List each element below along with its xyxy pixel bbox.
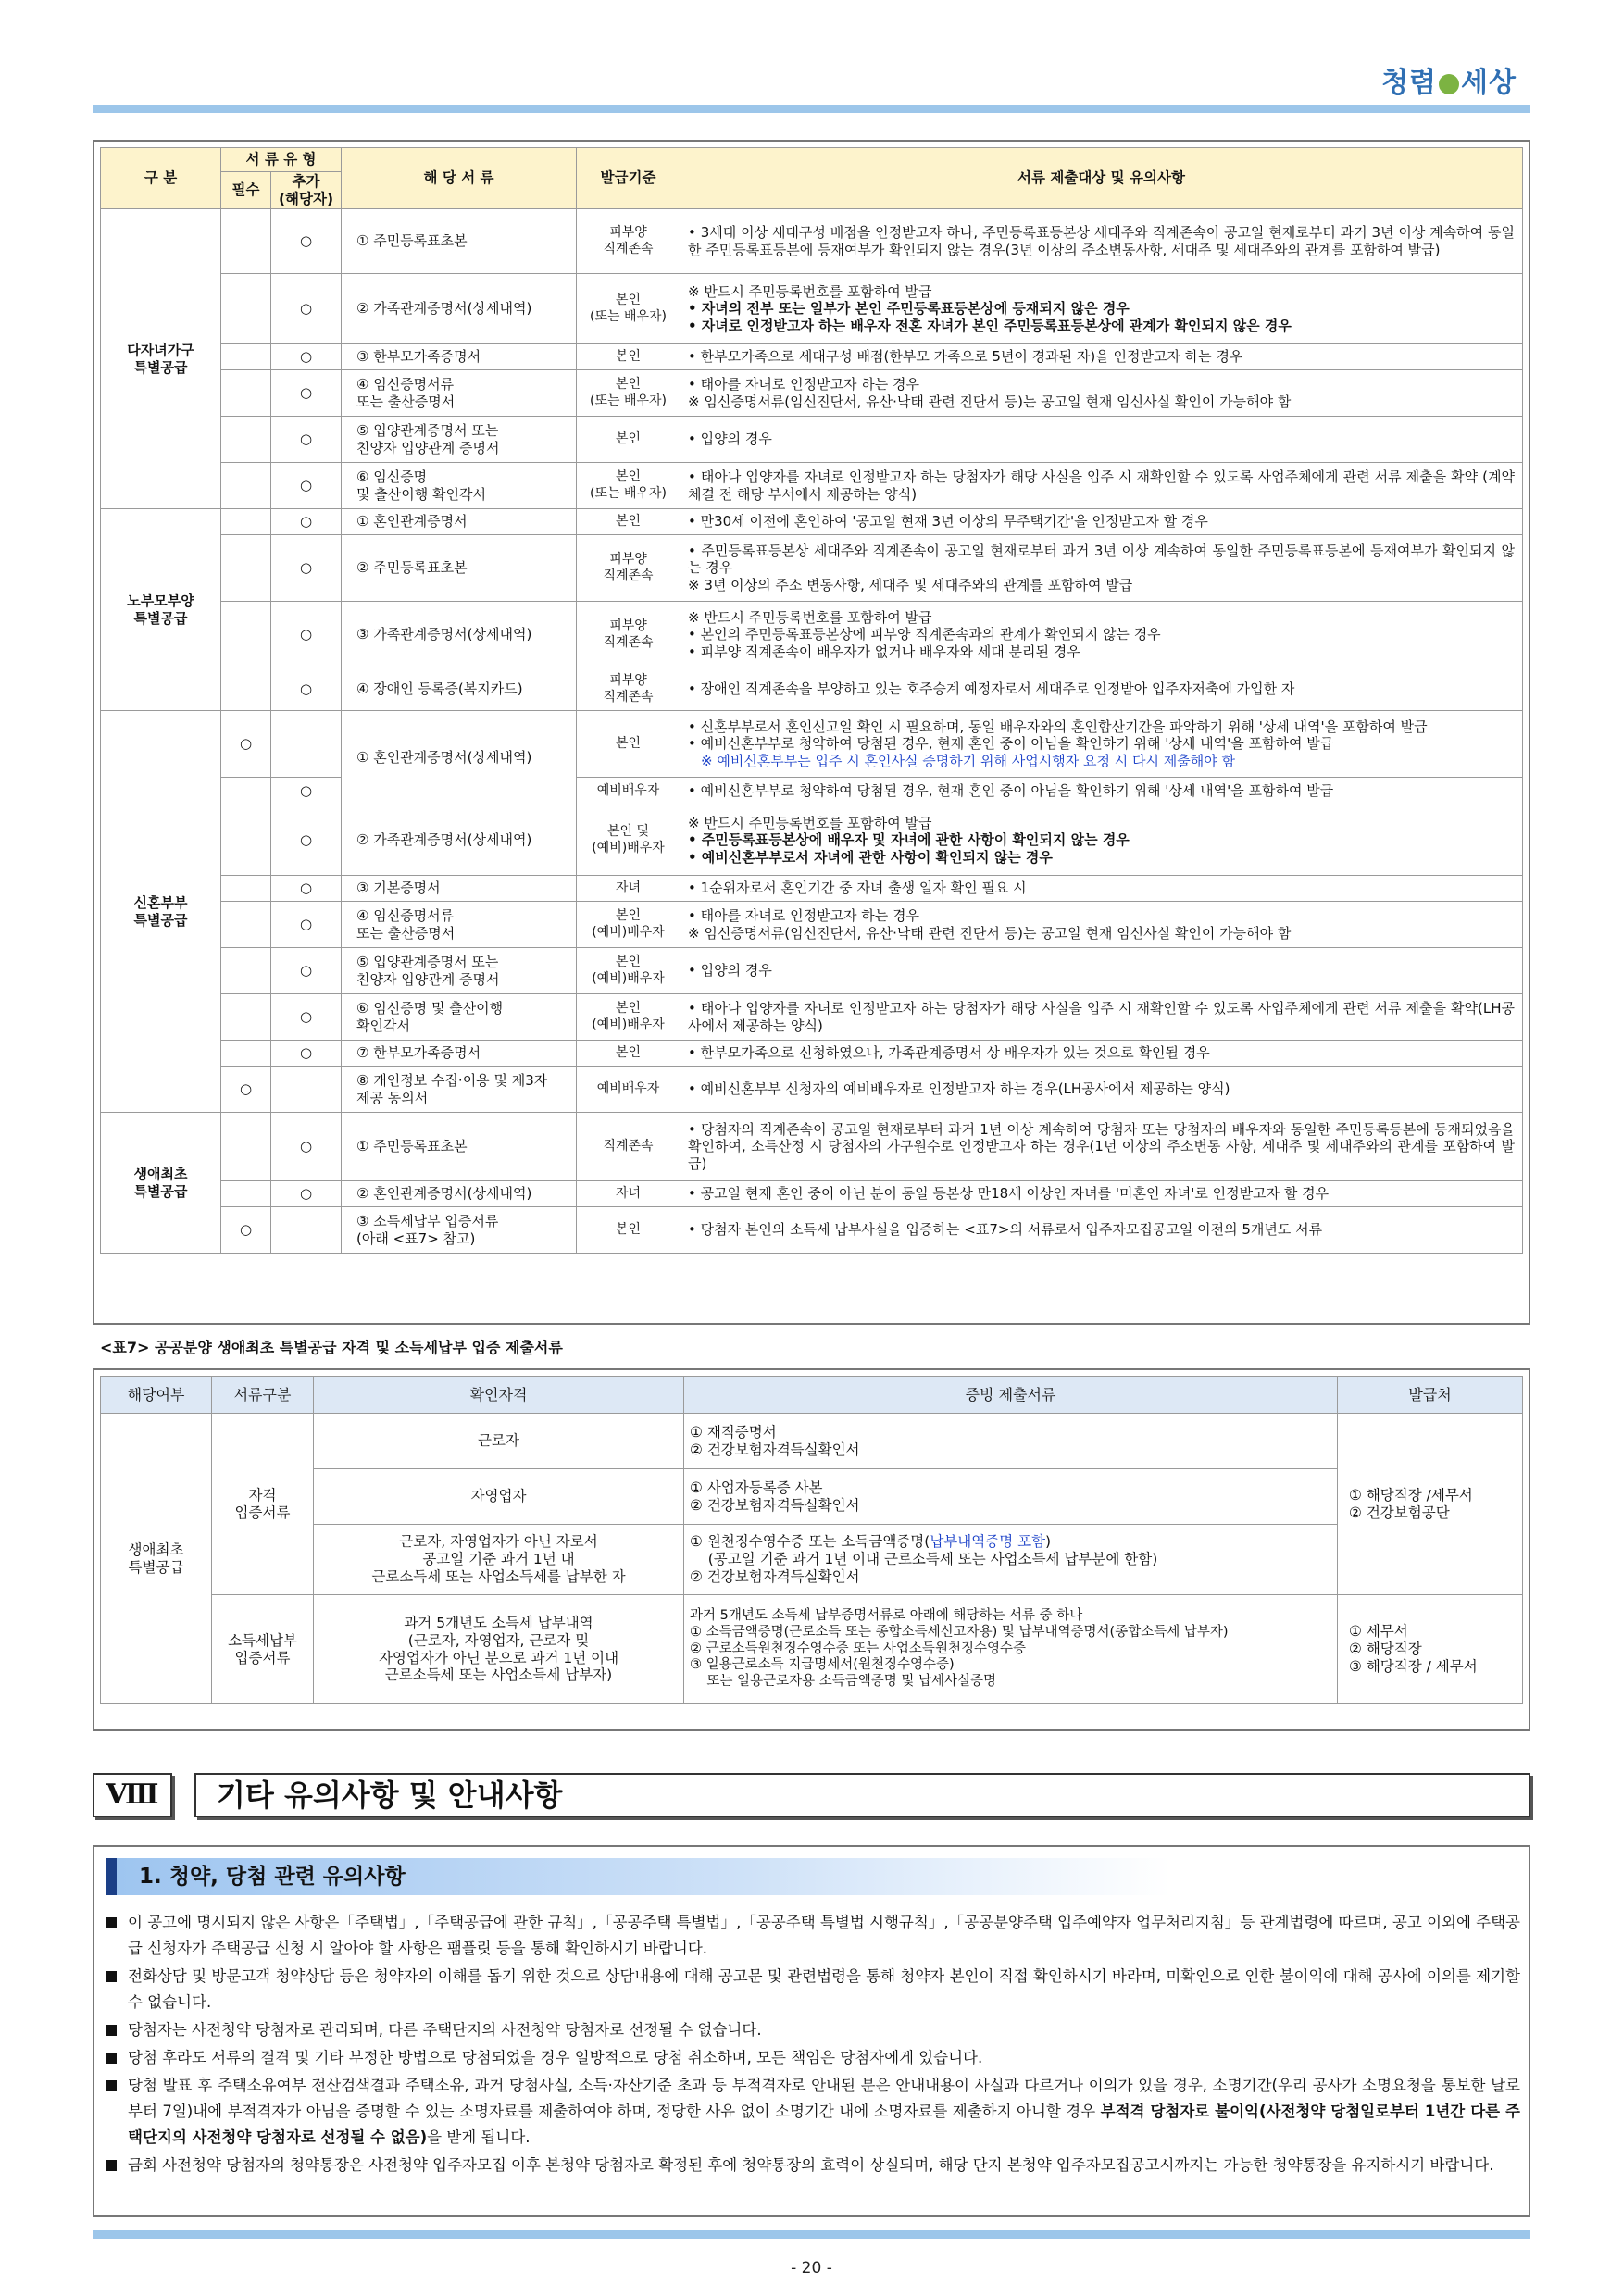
t7-doc-line xyxy=(690,1533,1331,1551)
note-line: • 신혼부부로서 혼인신고일 확인 시 필요하며, 동일 배우자와의 혼인합산기간을 파악하기 위해 '상세 내역'을 포함하여 발급 xyxy=(688,718,1428,736)
note-line: ※ 3년 이상의 주소 변동사항, 세대주 및 세대주와의 관계를 포함하여 발급 xyxy=(688,576,1133,593)
t7-issuer-line: ③ 해당직장 / 세무서 xyxy=(1349,1657,1478,1675)
table-row xyxy=(101,1181,1523,1207)
document-name: ② 주민등록표초본 xyxy=(342,535,577,602)
table-row xyxy=(101,509,1523,535)
issue-basis: 본인 xyxy=(577,417,680,463)
notes-cell xyxy=(680,370,1523,417)
notes-list xyxy=(104,1910,1520,2180)
note-line: • 입양의 경우 xyxy=(688,962,772,980)
notes-cell xyxy=(680,778,1523,805)
issue-basis: 자녀 xyxy=(577,876,680,902)
additional-mark: ○ xyxy=(271,994,342,1041)
issue-basis: 피부양 직계존속 xyxy=(577,535,680,602)
notice-text: 이 공고에 명시되지 않은 사항은「주택법」,「주택공급에 관한 규칙」,「공공주택 특별법」,「공공주택 특별법 시행규칙」,「공공분양주택 입주예약자 업무처리지침」등 관계법령에 따르며, 공고 이외에 주택공급 신청자가 주택공급 신청 시 알아야 할 사항은 팸플릿 등을 통해 확인하시기 바랍니다. xyxy=(128,1914,1520,1957)
note-line: ※ 반드시 주민등록번호를 포함하여 발급 xyxy=(688,815,932,832)
issue-basis: 본인 xyxy=(577,344,680,370)
note-line: • 당첨자의 직계존속이 공고일 현재로부터 과거 1년 이상 계속하여 당첨자 또는 당첨자의 배우자와 동일한 주민등록등본에 등재되었음을 확인하여, 소득산정 시 당첨자의 가구원수로 인정받고자 하는 경우(1년 이상의 주소변동 사항, 세대주 및 세대주와의 관계를 포함하여 발급) xyxy=(688,1121,1515,1172)
documents-table-box xyxy=(93,140,1530,1325)
notes-cell xyxy=(680,805,1523,876)
notes-cell xyxy=(680,902,1523,948)
bullet-square-icon xyxy=(106,2080,117,2091)
note-line: • 태아나 입양자를 자녀로 인정받고자 하는 당첨자가 해당 사실을 입주 시 재확인할 수 있도록 사업주체에게 관련 서류 제출을 확약 (계약 체결 전 해당 부서에서 제공하는 양식) xyxy=(688,468,1515,503)
issue-basis: 본인 (예비)배우자 xyxy=(577,994,680,1041)
required-mark xyxy=(221,417,271,463)
issue-basis: 본인 (또는 배우자) xyxy=(577,463,680,509)
notes-cell xyxy=(680,1067,1523,1113)
required-mark xyxy=(221,1113,271,1181)
document-name: ① 주민등록표초본 xyxy=(342,209,577,274)
required-mark xyxy=(221,1041,271,1067)
subsection-title: 1. 청약, 당첨 관련 유의사항 xyxy=(106,1858,1170,1895)
required-mark xyxy=(221,948,271,994)
notes-cell xyxy=(680,994,1523,1041)
notes-cell xyxy=(680,509,1523,535)
additional-mark: ○ xyxy=(271,1113,342,1181)
notice-item xyxy=(104,1910,1520,1962)
table-row xyxy=(101,1113,1523,1181)
header-category: 구 분 xyxy=(101,148,221,209)
table-row xyxy=(101,1041,1523,1067)
note-line: ※ 반드시 주민등록번호를 포함하여 발급 xyxy=(688,609,932,627)
required-mark xyxy=(221,509,271,535)
t7-doc-line: ① 재직증명서 xyxy=(690,1423,777,1441)
t7-doc-line: ② 건강보험자격득실확인서 xyxy=(690,1496,860,1514)
notes-box xyxy=(93,1845,1530,2217)
t7-docs-other xyxy=(684,1525,1338,1595)
top-divider xyxy=(93,105,1530,113)
note-line: ※ 임신증명서류(임신진단서, 유산·낙태 관련 진단서 등)는 공고일 현재 임신사실 확인이 가능해야 함 xyxy=(688,393,1292,410)
issue-basis: 예비배우자 xyxy=(577,778,680,805)
document-name: ③ 기본증명서 xyxy=(342,876,577,902)
header-document: 해 당 서 류 xyxy=(342,148,577,209)
t7-issuer-line: ① 해당직장 /세무서 xyxy=(1349,1486,1473,1504)
note-line: • 태아를 자녀로 인정받고자 하는 경우 xyxy=(688,907,920,925)
required-mark xyxy=(221,805,271,876)
logo-text-1: 청렴 xyxy=(1381,67,1438,99)
t7-doc-line: (공고일 기준 과거 1년 이내 근로소득세 또는 사업소득세 납부분에 한함) xyxy=(690,1551,1158,1568)
table7-box xyxy=(93,1368,1530,1731)
page-number: - 20 - xyxy=(791,2259,832,2277)
document-name: ③ 가족관계증명서(상세내역) xyxy=(342,602,577,668)
table-row xyxy=(101,805,1523,876)
note-line: • 예비신혼부부로 청약하여 당첨된 경우, 현재 혼인 중이 아님을 확인하기 위해 '상세 내역'을 포함하여 발급 xyxy=(688,782,1334,800)
additional-mark: ○ xyxy=(271,463,342,509)
table-row xyxy=(101,602,1523,668)
header-additional: 추가 (해당자) xyxy=(271,172,342,209)
required-mark xyxy=(221,463,271,509)
t7-qual-selfemployed: 자영업자 xyxy=(314,1469,684,1525)
notes-cell xyxy=(680,463,1523,509)
additional-mark: ○ xyxy=(271,274,342,344)
notice-text: 당첨자는 사전청약 당첨자로 관리되며, 다른 주택단지의 사전청약 당첨자로 선정될 수 없습니다. xyxy=(128,2021,762,2039)
required-mark: ○ xyxy=(221,1207,271,1254)
notes-cell xyxy=(680,1113,1523,1181)
issue-basis: 피부양 직계존속 xyxy=(577,602,680,668)
notes-cell xyxy=(680,274,1523,344)
additional-mark: ○ xyxy=(271,1041,342,1067)
issue-basis: 본인 xyxy=(577,1041,680,1067)
document-name: ④ 임신증명서류 또는 출산증명서 xyxy=(342,370,577,417)
t7-issuer-qualification xyxy=(1338,1414,1523,1595)
notes-cell xyxy=(680,948,1523,994)
notice-tail-text: 을 받게 됩니다. xyxy=(427,2128,531,2146)
required-mark: ○ xyxy=(221,1067,271,1113)
additional-mark: ○ xyxy=(271,1181,342,1207)
notes-cell xyxy=(680,1207,1523,1254)
t7-docs-selfemployed xyxy=(684,1469,1338,1525)
notes-cell xyxy=(680,417,1523,463)
issue-basis: 본인 (또는 배우자) xyxy=(577,370,680,417)
note-line: • 입양의 경우 xyxy=(688,430,772,448)
notice-item xyxy=(104,2045,1520,2071)
t7-qual-other: 근로자, 자영업자가 아닌 자로서 공고일 기준 과거 1년 내 근로소득세 또는 사업소득세를 납부한 자 xyxy=(314,1525,684,1595)
t7-issuer-line: ① 세무서 xyxy=(1349,1623,1408,1641)
note-line: • 주민등록표등본상에 배우자 및 자녀에 관한 사항이 확인되지 않는 경우 xyxy=(688,831,1130,849)
t7-header-qualification: 확인자격 xyxy=(314,1377,684,1414)
category-cell: 다자녀가구 특별공급 xyxy=(101,209,221,509)
notice-item xyxy=(104,2152,1520,2178)
additional-mark xyxy=(271,711,342,778)
t7-doc-line-tail: ) xyxy=(1045,1533,1052,1551)
table-row xyxy=(101,209,1523,274)
t7-doc-line: ② 건강보험자격득실확인서 xyxy=(690,1441,860,1458)
document-name: ③ 소득세납부 입증서류 (아래 <표7> 참고) xyxy=(342,1207,577,1254)
notice-text: 당첨 후라도 서류의 결격 및 기타 부정한 방법으로 당첨되었을 경우 일방적으로 당첨 취소하며, 모든 책임은 당첨자에게 있습니다. xyxy=(128,2049,983,2066)
document-name: ① 주민등록표초본 xyxy=(342,1113,577,1181)
category-cell: 생애최초 특별공급 xyxy=(101,1113,221,1254)
t7-applicable: 생애최초 특별공급 xyxy=(101,1414,212,1704)
header-required: 필수 xyxy=(221,172,271,209)
notice-item xyxy=(104,2017,1520,2043)
additional-mark: ○ xyxy=(271,344,342,370)
t7-header-documents: 증빙 제출서류 xyxy=(684,1377,1338,1414)
note-line: ※ 반드시 주민등록번호를 포함하여 발급 xyxy=(688,283,932,301)
note-line: • 3세대 이상 세대구성 배점을 인정받고자 하나, 주민등록표등본상 세대주와 직계존속이 공고일 현재로부터 과거 3년 이상 계속하여 동일한 주민등록표등본에 등재여부가 확인되지 않는 경우(3년 이상의 주소변동사항, 세대주 및 세대주와의 관계를 포함하여 발급) xyxy=(688,224,1515,258)
t7-doc-line: ② 근로소득원천징수영수증 또는 사업소득원천징수영수증 xyxy=(690,1641,1026,1656)
category-cell: 노부모부양 특별공급 xyxy=(101,509,221,711)
table-row xyxy=(101,274,1523,344)
issue-basis: 본인 (예비)배우자 xyxy=(577,948,680,994)
document-name: ④ 임신증명서류 또는 출산증명서 xyxy=(342,902,577,948)
additional-mark: ○ xyxy=(271,778,342,805)
note-line: • 태아를 자녀로 인정받고자 하는 경우 xyxy=(688,376,920,393)
table-row xyxy=(101,1207,1523,1254)
note-line: • 예비신혼부부로서 자녀에 관한 사항이 확인되지 않는 경우 xyxy=(688,848,1053,866)
issue-basis: 본인 xyxy=(577,509,680,535)
document-name: ② 가족관계증명서(상세내역) xyxy=(342,274,577,344)
t7-header-issuer: 발급처 xyxy=(1338,1377,1523,1414)
note-line: • 피부양 직계존속이 배우자가 없거나 배우자와 세대 분리된 경우 xyxy=(688,643,1080,660)
note-line: • 장애인 직계존속을 부양하고 있는 호주승계 예정자로서 세대주로 인정받아 입주자저축에 가입한 자 xyxy=(688,680,1295,698)
table-row xyxy=(101,994,1523,1041)
t7-docs-worker xyxy=(684,1414,1338,1469)
required-mark xyxy=(221,778,271,805)
issue-basis: 본인 xyxy=(577,711,680,778)
notice-text: 금회 사전청약 당첨자의 청약통장은 사전청약 입주자모집 이후 본청약 당첨자로 확정된 후에 청약통장의 효력이 상실되며, 해당 단지 본청약 입주자모집공고시까지는 가능한 청약통장을 유지하시기 바랍니다. xyxy=(128,2156,1494,2174)
table-row xyxy=(101,1067,1523,1113)
table-row xyxy=(101,668,1523,711)
notice-item xyxy=(104,1964,1520,2015)
issue-basis: 본인 (예비)배우자 xyxy=(577,902,680,948)
required-mark xyxy=(221,876,271,902)
additional-mark: ○ xyxy=(271,902,342,948)
t7-doc-blue-note: 납부내역증명 포함 xyxy=(930,1533,1046,1551)
t7-doc-line: 과거 5개년도 소득세 납부증명서류로 아래에 해당하는 서류 중 하나 xyxy=(690,1608,1083,1624)
t7-doc-line: ③ 일용근로소득 지급명세서(원천징수영수증) xyxy=(690,1657,955,1673)
logo-emblem-icon xyxy=(1439,74,1459,94)
table-row xyxy=(101,535,1523,602)
note-line: • 1순위자로서 혼인기간 중 자녀 출생 일자 확인 필요 시 xyxy=(688,880,1027,897)
notes-cell xyxy=(680,1041,1523,1067)
logo xyxy=(1381,59,1517,100)
additional-mark: ○ xyxy=(271,370,342,417)
t7-doc-line: ① 소득금액증명(근로소득 또는 종합소득세신고자용) 및 납부내역증명서(종합소득세 납부자) xyxy=(690,1624,1229,1640)
notes-cell xyxy=(680,344,1523,370)
issue-basis: 본인 및 (예비)배우자 xyxy=(577,805,680,876)
issue-basis: 피부양 직계존속 xyxy=(577,209,680,274)
t7-doc-line-part: ① 원천징수영수증 또는 소득금액증명( xyxy=(690,1533,930,1551)
issue-basis: 본인 xyxy=(577,1207,680,1254)
notice-bold-text: 부적격 당첨자로 불이익(사전청약 당첨일로부터 1년간 다른 주택단지의 사전청약 당첨자로 선정될 수 없음) xyxy=(128,2103,1520,2146)
category-cell: 신혼부부 특별공급 xyxy=(101,711,221,1113)
notes-cell xyxy=(680,668,1523,711)
header-issue-basis: 발급기준 xyxy=(577,148,680,209)
note-line: ※ 예비신혼부부는 입주 시 혼인사실 증명하기 위해 사업시행자 요청 시 다시 제출해야 함 xyxy=(701,752,1235,769)
note-line: • 태아나 입양자를 자녀로 인정받고자 하는 당첨자가 해당 사실을 입주 시 재확인할 수 있도록 사업주체에게 관련 서류 제출을 확약(LH공사에서 제공하는 양식) xyxy=(688,1000,1515,1034)
note-line: • 주민등록표등본상 세대주와 직계존속이 공고일 현재로부터 과거 3년 이상 계속하여 동일한 주민등록표등본에 등재여부가 확인되지 않는 경우 xyxy=(688,543,1515,577)
note-line: • 예비신혼부부로 청약하여 당첨된 경우, 현재 혼인 중이 아님을 확인하기 위해 '상세 내역'을 포함하여 발급 xyxy=(688,735,1334,753)
t7-header-type: 서류구분 xyxy=(212,1377,314,1414)
header-doc-type: 서 류 유 형 xyxy=(221,148,342,172)
required-mark xyxy=(221,602,271,668)
additional-mark: ○ xyxy=(271,417,342,463)
note-line: • 한부모가족으로 신청하였으나, 가족관계증명서 상 배우자가 있는 것으로 확인될 경우 xyxy=(688,1044,1210,1062)
document-name: ① 혼인관계증명서(상세내역) xyxy=(342,711,577,805)
t7-doc-line: ② 건강보험자격득실확인서 xyxy=(690,1567,860,1585)
required-mark xyxy=(221,994,271,1041)
document-name: ⑧ 개인정보 수집·이용 및 제3자 제공 동의서 xyxy=(342,1067,577,1113)
notes-cell xyxy=(680,209,1523,274)
table-row xyxy=(101,778,1523,805)
notes-cell xyxy=(680,602,1523,668)
t7-issuer-line: ② 해당직장 xyxy=(1349,1641,1422,1658)
bullet-square-icon xyxy=(106,2053,117,2064)
section-title: 기타 유의사항 및 안내사항 xyxy=(194,1773,1530,1817)
issue-basis: 피부양 직계존속 xyxy=(577,668,680,711)
note-line: ※ 임신증명서류(임신진단서, 유산·낙태 관련 진단서 등)는 공고일 현재 임신사실 확인이 가능해야 함 xyxy=(688,924,1292,942)
notes-cell xyxy=(680,876,1523,902)
table-row xyxy=(101,711,1523,778)
note-line: • 당첨자 본인의 소득세 납부사실을 입증하는 <표7>의 서류로서 입주자모집공고일 이전의 5개년도 서류 xyxy=(688,1221,1323,1239)
table7-caption: <표7> 공공분양 생애최초 특별공급 자격 및 소득세납부 입증 제출서류 xyxy=(100,1339,563,1356)
table-row xyxy=(101,344,1523,370)
table-row xyxy=(101,876,1523,902)
document-name: ⑥ 임신증명 및 출산이행 확인각서 xyxy=(342,463,577,509)
t7-issuer-line: ② 건강보험공단 xyxy=(1349,1504,1450,1521)
required-mark: ○ xyxy=(221,711,271,778)
t7-docs-tax xyxy=(684,1595,1338,1704)
note-line: • 공고일 현재 혼인 중이 아닌 분이 동일 등본상 만18세 이상인 자녀를 '미혼인 자녀'로 인정받고자 할 경우 xyxy=(688,1185,1330,1203)
bullet-square-icon xyxy=(106,2025,117,2036)
table-row xyxy=(101,948,1523,994)
document-name: ⑦ 한부모가족증명서 xyxy=(342,1041,577,1067)
additional-mark xyxy=(271,1067,342,1113)
required-mark xyxy=(221,535,271,602)
document-name: ⑤ 입양관계증명서 또는 친양자 입양관계 증명서 xyxy=(342,417,577,463)
note-line: • 한부모가족으로 세대구성 배점(한부모 가족으로 5년이 경과된 자)을 인정받고자 하는 경우 xyxy=(688,348,1243,366)
bullet-square-icon xyxy=(106,2160,117,2171)
document-name: ④ 장애인 등록증(복지카드) xyxy=(342,668,577,711)
note-line: • 본인의 주민등록표등본상에 피부양 직계존속과의 관계가 확인되지 않는 경우 xyxy=(688,626,1161,643)
additional-mark: ○ xyxy=(271,535,342,602)
notes-cell xyxy=(680,535,1523,602)
notice-text: 전화상담 및 방문고객 청약상담 등은 청약자의 이해를 돕기 위한 것으로 상담내용에 대해 공고문 및 관련법령을 통해 청약자 본인이 직접 확인하시기 바라며, 미확인으로 인한 불이익에 대해 공사에 이의를 제기할 수 없습니다. xyxy=(128,1967,1520,2011)
document-name: ① 혼인관계증명서 xyxy=(342,509,577,535)
t7-issuer-tax xyxy=(1338,1595,1523,1704)
table-row xyxy=(101,417,1523,463)
issue-basis: 본인 (또는 배우자) xyxy=(577,274,680,344)
note-line: • 자녀로 인정받고자 하는 배우자 전혼 자녀가 본인 주민등록표등본상에 관계가 확인되지 않은 경우 xyxy=(688,317,1292,334)
additional-mark xyxy=(271,1207,342,1254)
table-row xyxy=(101,370,1523,417)
notice-item xyxy=(104,2073,1520,2151)
additional-mark: ○ xyxy=(271,509,342,535)
t7-qual-tax: 과거 5개년도 소득세 납부내역 (근로자, 자영업자, 근로자 및 자영업자가 아닌 분으로 과거 1년 이내 근로소득세 또는 사업소득세 납부자) xyxy=(314,1595,684,1704)
required-mark xyxy=(221,370,271,417)
additional-mark: ○ xyxy=(271,209,342,274)
required-mark xyxy=(221,274,271,344)
document-name: ⑥ 임신증명 및 출산이행 확인각서 xyxy=(342,994,577,1041)
document-name: ② 가족관계증명서(상세내역) xyxy=(342,805,577,876)
bullet-square-icon xyxy=(106,1971,117,1982)
bottom-divider xyxy=(93,2230,1530,2239)
note-line: • 예비신혼부부 신청자의 예비배우자로 인정받고자 하는 경우(LH공사에서 제공하는 양식) xyxy=(688,1080,1230,1098)
note-line: • 만30세 이전에 혼인하여 '공고일 현재 3년 이상의 무주택기간'을 인정받고자 할 경우 xyxy=(688,513,1208,530)
additional-mark: ○ xyxy=(271,602,342,668)
document-name: ② 혼인관계증명서(상세내역) xyxy=(342,1181,577,1207)
additional-mark: ○ xyxy=(271,948,342,994)
t7-header-applicable: 해당여부 xyxy=(101,1377,212,1414)
document-name: ⑤ 입양관계증명서 또는 친양자 입양관계 증명서 xyxy=(342,948,577,994)
required-mark xyxy=(221,344,271,370)
required-mark xyxy=(221,1181,271,1207)
table-row xyxy=(101,463,1523,509)
required-mark xyxy=(221,209,271,274)
notice-text: 당첨 발표 후 주택소유여부 전산검색결과 주택소유, 과거 당첨사실, 소득·자산기준 초과 등 부적격자로 안내된 분은 안내내용이 사실과 다르거나 이의가 있을 경우, 소명기간(우리 공사가 소명요청을 통보한 날로부터 7일)내에 부적격자가 아님을 증명할 수 있는 소명자료를 제출하여야 하며, 정당한 사유 없이 소명기간 내에 소명자료를 제출하지 아니할 경우 xyxy=(128,2077,1520,2120)
additional-mark: ○ xyxy=(271,805,342,876)
note-line: • 자녀의 전부 또는 일부가 본인 주민등록표등본상에 등재되지 않은 경우 xyxy=(688,300,1130,318)
document-name: ③ 한부모가족증명서 xyxy=(342,344,577,370)
table7 xyxy=(100,1376,1523,1704)
additional-mark: ○ xyxy=(271,876,342,902)
t7-type-tax: 소득세납부 입증서류 xyxy=(212,1595,314,1704)
required-mark xyxy=(221,668,271,711)
t7-doc-line: ① 사업자등록증 사본 xyxy=(690,1479,823,1496)
section-number: Ⅷ xyxy=(93,1773,172,1817)
header-notes: 서류 제출대상 및 유의사항 xyxy=(680,148,1523,209)
notes-cell xyxy=(680,1181,1523,1207)
additional-mark: ○ xyxy=(271,668,342,711)
t7-type-qualification: 자격 입증서류 xyxy=(212,1414,314,1595)
notes-cell xyxy=(680,711,1523,778)
required-mark xyxy=(221,902,271,948)
section-heading xyxy=(93,1773,1530,1817)
t7-qual-worker: 근로자 xyxy=(314,1414,684,1469)
documents-table xyxy=(100,147,1523,1254)
t7-doc-line: 또는 일용근로자용 소득금액증명 및 납세사실증명 xyxy=(690,1674,997,1690)
bullet-square-icon xyxy=(106,1917,117,1928)
issue-basis: 직계존속 xyxy=(577,1113,680,1181)
logo-text-2: 세상 xyxy=(1461,67,1517,99)
issue-basis: 자녀 xyxy=(577,1181,680,1207)
table-row xyxy=(101,902,1523,948)
issue-basis: 예비배우자 xyxy=(577,1067,680,1113)
